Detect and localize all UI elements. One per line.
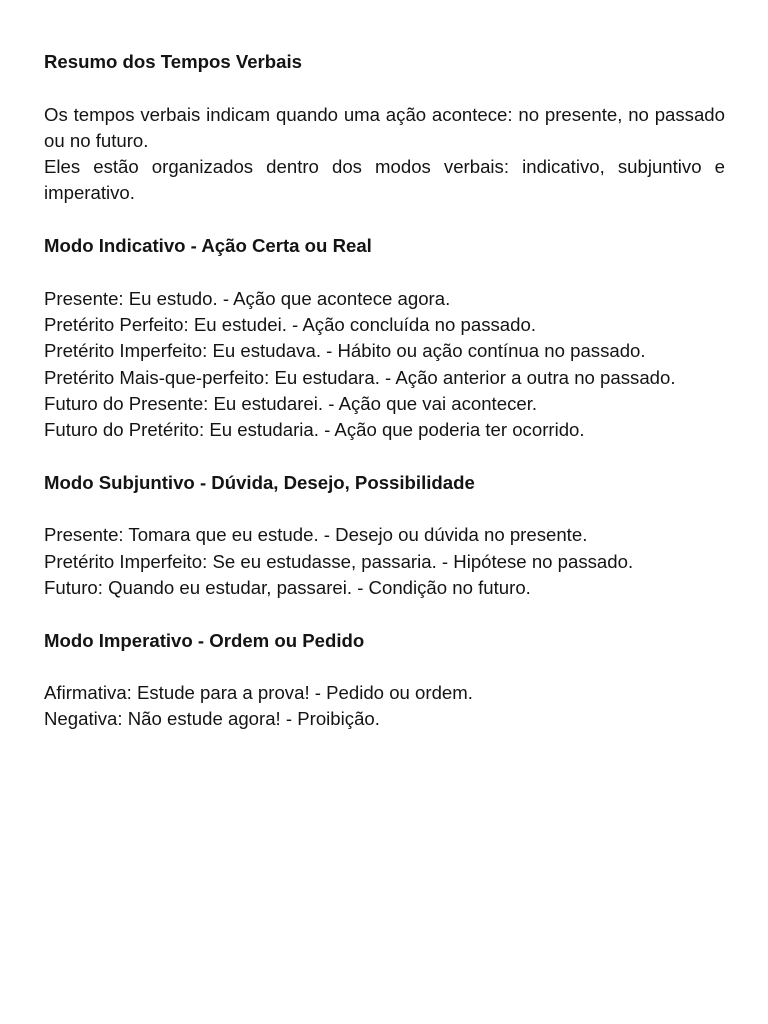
section-indicativo bbox=[44, 233, 725, 443]
spacer bbox=[44, 75, 725, 101]
tense-line: Futuro: Quando eu estudar, passarei. - Condição no futuro. bbox=[44, 576, 531, 598]
spacer bbox=[44, 443, 725, 469]
tense-line: Pretérito Mais-que-perfeito: Eu estudara. - Ação anterior a outra no passado. bbox=[44, 366, 676, 388]
section-heading-imperativo: Modo Imperativo - Ordem ou Pedido bbox=[44, 629, 365, 651]
spacer bbox=[44, 654, 725, 680]
intro-paragraph-2: Eles estão organizados dentro dos modos verbais: indicativo, subjuntivo e imperativo. bbox=[44, 156, 725, 204]
spacer bbox=[44, 207, 725, 233]
tense-line: Presente: Tomara que eu estude. - Desejo ou dúvida no presente. bbox=[44, 524, 588, 546]
tense-line: Presente: Eu estudo. - Ação que acontece agora. bbox=[44, 287, 451, 309]
tense-line: Pretérito Imperfeito: Se eu estudasse, passaria. - Hipótese no passado. bbox=[44, 550, 634, 572]
intro-paragraph-1: Os tempos verbais indicam quando uma ação acontece: no presente, no passado ou no futuro. bbox=[44, 103, 725, 151]
section-heading-subjuntivo: Modo Subjuntivo - Dúvida, Desejo, Possibilidade bbox=[44, 471, 475, 493]
section-heading-indicativo: Modo Indicativo - Ação Certa ou Real bbox=[44, 235, 372, 257]
tense-line: Afirmativa: Estude para a prova! - Pedido ou ordem. bbox=[44, 682, 473, 704]
tense-line: Pretérito Imperfeito: Eu estudava. - Hábito ou ação contínua no passado. bbox=[44, 340, 646, 362]
section-subjuntivo bbox=[44, 470, 725, 601]
tense-line: Negativa: Não estude agora! - Proibição. bbox=[44, 708, 380, 730]
tense-line: Futuro do Pretérito: Eu estudaria. - Ação que poderia ter ocorrido. bbox=[44, 419, 585, 441]
tense-line: Pretérito Perfeito: Eu estudei. - Ação concluída no passado. bbox=[44, 313, 536, 335]
spacer bbox=[44, 601, 725, 627]
tense-line: Futuro do Presente: Eu estudarei. - Ação que vai acontecer. bbox=[44, 392, 538, 414]
section-imperativo bbox=[44, 628, 725, 733]
spacer bbox=[44, 259, 725, 285]
document-page bbox=[44, 49, 725, 733]
document-title: Resumo dos Tempos Verbais bbox=[44, 51, 302, 72]
spacer bbox=[44, 496, 725, 522]
